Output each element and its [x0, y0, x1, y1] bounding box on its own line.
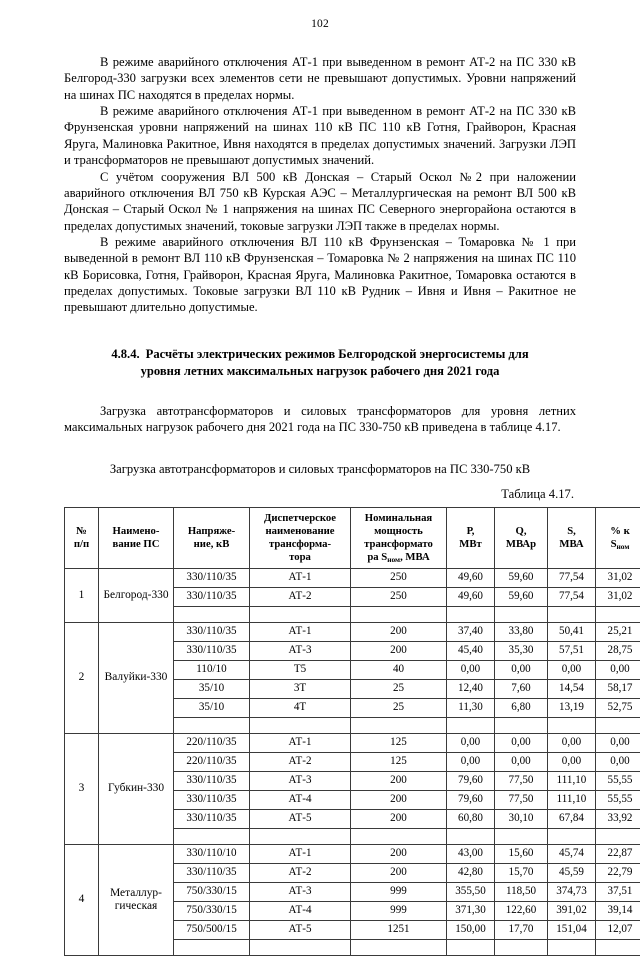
section-title-line-2: уровня летних максимальных нагрузок рабочего дня 2021 года [141, 364, 500, 378]
column-header-nominal-power [351, 507, 447, 568]
table-header-row [65, 507, 640, 568]
cell-p: 60,80 [447, 809, 495, 828]
cell-s: 13,19 [548, 698, 596, 717]
cell-group-index: 2 [65, 622, 99, 733]
paragraph-2: В режиме аварийного отключения АТ-1 при выведенном в ремонт АТ-2 на ПС 330 кВ Фрунзенская уровни напряжений на шинах 110 кВ ПС 110 кВ Готня, Грайворон, Красная Яруга, Малиновка Ракитное, Ивня находятся в пределах допустимых значений. Загрузки ЛЭП и трансформаторов не превышают допустимых значений. [64, 103, 576, 168]
cell-p: 11,30 [447, 698, 495, 717]
spacer-cell [351, 606, 447, 622]
column-header-index [65, 507, 99, 568]
cell-p: 355,50 [447, 883, 495, 902]
cell-percent: 52,75 [596, 698, 640, 717]
cell-voltage: 330/110/35 [174, 771, 250, 790]
cell-s: 45,59 [548, 864, 596, 883]
cell-voltage: 750/330/15 [174, 902, 250, 921]
spacer-cell [548, 828, 596, 844]
spacer-cell [174, 828, 250, 844]
spacer-cell [495, 828, 548, 844]
header-text: № [76, 525, 87, 537]
section-title-line-1: Расчёты электрических режимов Белгородской энергосистемы для [146, 347, 529, 361]
column-header-q [495, 507, 548, 568]
table-title: Загрузка автотрансформаторов и силовых трансформаторов на ПС 330-750 кВ [64, 461, 576, 477]
cell-q: 7,60 [495, 679, 548, 698]
transformer-load-table [64, 507, 640, 956]
cell-nominal-power: 200 [351, 809, 447, 828]
spacer-cell [174, 940, 250, 956]
cell-voltage: 330/110/35 [174, 622, 250, 641]
cell-percent: 37,51 [596, 883, 640, 902]
cell-s: 391,02 [548, 902, 596, 921]
spacer-cell [447, 606, 495, 622]
table-header [65, 507, 640, 568]
header-text: Номинальная [365, 512, 432, 524]
header-text: Напряже- [188, 525, 235, 537]
cell-transformer: АТ-3 [250, 641, 351, 660]
paragraph-3: С учётом сооружения ВЛ 500 кВ Донская – Старый Оскол №2 при наложении аварийного отключения ВЛ 750 кВ Курская АЭС – Металлургическая на ремонт ВЛ 500 кВ Донская – Старый Оскол № 1 напряжения на шинах ПС Северного энергорайона остаются в пределах допустимых значений, токовые загрузки ЛЭП также в пределах нормы. [64, 169, 576, 234]
column-header-percent [596, 507, 640, 568]
spacer-cell [596, 717, 640, 733]
cell-transformer: АТ-4 [250, 790, 351, 809]
spacer-cell [596, 940, 640, 956]
header-text: МВА [559, 538, 583, 550]
cell-q: 59,60 [495, 568, 548, 587]
cell-voltage: 35/10 [174, 679, 250, 698]
spacer-cell [596, 828, 640, 844]
cell-percent: 31,02 [596, 587, 640, 606]
header-text: % к [610, 525, 630, 537]
cell-nominal-power: 200 [351, 790, 447, 809]
cell-voltage: 330/110/35 [174, 641, 250, 660]
cell-percent: 28,75 [596, 641, 640, 660]
column-header-station [99, 507, 174, 568]
cell-p: 79,60 [447, 771, 495, 790]
cell-q: 0,00 [495, 660, 548, 679]
cell-group-index: 1 [65, 568, 99, 622]
spacer-cell [596, 606, 640, 622]
cell-s: 50,41 [548, 622, 596, 641]
cell-q: 15,60 [495, 845, 548, 864]
cell-q: 17,70 [495, 921, 548, 940]
cell-percent: 55,55 [596, 790, 640, 809]
cell-transformer: Т5 [250, 660, 351, 679]
cell-voltage: 110/10 [174, 660, 250, 679]
cell-transformer: АТ-2 [250, 864, 351, 883]
intro-paragraph: Загрузка автотрансформаторов и силовых трансформаторов для уровня летних максимальных нагрузок рабочего дня 2021 года на ПС 330-750 кВ приведена в таблице 4.17. [64, 403, 576, 436]
spacer-cell [495, 940, 548, 956]
cell-s: 111,10 [548, 771, 596, 790]
cell-nominal-power: 200 [351, 622, 447, 641]
cell-p: 49,60 [447, 587, 495, 606]
cell-q: 0,00 [495, 752, 548, 771]
cell-nominal-power: 25 [351, 698, 447, 717]
cell-nominal-power: 125 [351, 752, 447, 771]
cell-station-name: Белгород-330 [99, 568, 174, 622]
cell-transformer: АТ-3 [250, 883, 351, 902]
spacer-cell [548, 606, 596, 622]
cell-q: 77,50 [495, 790, 548, 809]
cell-p: 43,00 [447, 845, 495, 864]
page-number: 102 [0, 18, 640, 30]
cell-nominal-power: 200 [351, 845, 447, 864]
table-row [65, 733, 640, 752]
header-text: $S_{ном}$ [611, 538, 630, 550]
cell-nominal-power: 200 [351, 641, 447, 660]
cell-percent: 0,00 [596, 660, 640, 679]
cell-q: 122,60 [495, 902, 548, 921]
spacer-cell [250, 717, 351, 733]
cell-s: 111,10 [548, 790, 596, 809]
cell-s: 57,51 [548, 641, 596, 660]
cell-q: 118,50 [495, 883, 548, 902]
cell-p: 42,80 [447, 864, 495, 883]
spacer-cell [351, 940, 447, 956]
cell-transformer: 4Т [250, 698, 351, 717]
cell-s: 14,54 [548, 679, 596, 698]
cell-voltage: 330/110/10 [174, 845, 250, 864]
cell-s: 0,00 [548, 752, 596, 771]
cell-transformer: АТ-5 [250, 809, 351, 828]
column-header-p [447, 507, 495, 568]
cell-voltage: 750/330/15 [174, 883, 250, 902]
spacer-cell [447, 828, 495, 844]
header-text: мощность [374, 525, 423, 537]
cell-nominal-power: 999 [351, 902, 447, 921]
paragraph-1: В режиме аварийного отключения АТ-1 при выведенном в ремонт АТ-2 на ПС 330 кВ Белгород-330 загрузки всех элементов сети не превышают допустимых. Уровни напряжений на шинах ПС находятся в пределах нормы. [64, 54, 576, 103]
cell-transformer: АТ-5 [250, 921, 351, 940]
column-header-s [548, 507, 596, 568]
cell-q: 30,10 [495, 809, 548, 828]
spacer-cell [174, 717, 250, 733]
header-text: ра $S_{ном}$, МВА [367, 551, 429, 563]
cell-voltage: 750/500/15 [174, 921, 250, 940]
cell-transformer: АТ-2 [250, 587, 351, 606]
cell-transformer: АТ-3 [250, 771, 351, 790]
cell-percent: 25,21 [596, 622, 640, 641]
cell-s: 0,00 [548, 660, 596, 679]
header-text: Р, [467, 525, 475, 537]
spacer-cell [250, 828, 351, 844]
cell-group-index: 3 [65, 733, 99, 844]
spacer-cell [495, 717, 548, 733]
cell-station-name: Металлур-гическая [99, 845, 174, 956]
cell-percent: 0,00 [596, 752, 640, 771]
cell-q: 15,70 [495, 864, 548, 883]
cell-q: 77,50 [495, 771, 548, 790]
header-text: трансформа- [269, 538, 331, 550]
cell-s: 77,54 [548, 587, 596, 606]
cell-voltage: 330/110/35 [174, 864, 250, 883]
paragraph-4: В режиме аварийного отключения ВЛ 110 кВ Фрунзенская – Томаровка № 1 при выведенной в ремонт ВЛ 110 кВ Фрунзенская – Томаровка № 2 напряжения на шинах ПС 110 кВ Борисовка, Готня, Грайворон, Красная Яруга, Малиновка Ракитное, Томаровка остаются в пределах допустимых. Токовые загрузки ВЛ 110 кВ Рудник – Ивня и Ивня – Ракитное не превышают длительно допустимые. [64, 234, 576, 316]
header-text: наименование [265, 525, 334, 537]
cell-p: 371,30 [447, 902, 495, 921]
cell-s: 45,74 [548, 845, 596, 864]
table-row [65, 568, 640, 587]
table-row [65, 845, 640, 864]
cell-p: 0,00 [447, 733, 495, 752]
table-body [65, 568, 640, 955]
spacer-cell [351, 717, 447, 733]
section-heading [64, 346, 576, 381]
header-text: МВт [459, 538, 481, 550]
cell-percent: 33,92 [596, 809, 640, 828]
cell-nominal-power: 25 [351, 679, 447, 698]
cell-p: 150,00 [447, 921, 495, 940]
table-number-label: Таблица 4.17. [64, 487, 576, 502]
cell-p: 0,00 [447, 660, 495, 679]
cell-nominal-power: 40 [351, 660, 447, 679]
cell-percent: 55,55 [596, 771, 640, 790]
header-text: Диспетчерское [264, 512, 336, 524]
header-text: S, [567, 525, 576, 537]
cell-p: 37,40 [447, 622, 495, 641]
cell-percent: 0,00 [596, 733, 640, 752]
spacer-cell [250, 940, 351, 956]
spacer-cell [447, 717, 495, 733]
cell-percent: 22,87 [596, 845, 640, 864]
spacer-cell [548, 940, 596, 956]
cell-nominal-power: 200 [351, 864, 447, 883]
cell-voltage: 330/110/35 [174, 587, 250, 606]
cell-s: 0,00 [548, 733, 596, 752]
header-text: п/п [74, 538, 89, 550]
cell-group-index: 4 [65, 845, 99, 956]
section-number: 4.8.4. [111, 347, 139, 361]
cell-voltage: 220/110/35 [174, 752, 250, 771]
spacer-cell [250, 606, 351, 622]
cell-voltage: 35/10 [174, 698, 250, 717]
cell-transformer: АТ-2 [250, 752, 351, 771]
cell-transformer: 3Т [250, 679, 351, 698]
cell-transformer: АТ-1 [250, 733, 351, 752]
spacer-cell [447, 940, 495, 956]
spacer-cell [174, 606, 250, 622]
cell-s: 77,54 [548, 568, 596, 587]
cell-nominal-power: 999 [351, 883, 447, 902]
column-header-voltage [174, 507, 250, 568]
cell-q: 0,00 [495, 733, 548, 752]
document-page [0, 18, 640, 923]
cell-percent: 12,07 [596, 921, 640, 940]
cell-transformer: АТ-1 [250, 568, 351, 587]
cell-voltage: 330/110/35 [174, 809, 250, 828]
cell-nominal-power: 250 [351, 587, 447, 606]
cell-p: 79,60 [447, 790, 495, 809]
cell-voltage: 330/110/35 [174, 568, 250, 587]
header-text: ние, кВ [194, 538, 230, 550]
cell-q: 35,30 [495, 641, 548, 660]
spacer-cell [351, 828, 447, 844]
cell-voltage: 330/110/35 [174, 790, 250, 809]
cell-s: 67,84 [548, 809, 596, 828]
cell-station-name: Губкин-330 [99, 733, 174, 844]
cell-transformer: АТ-1 [250, 622, 351, 641]
page-content [64, 30, 576, 956]
cell-q: 33,80 [495, 622, 548, 641]
header-text: трансформато [364, 538, 433, 550]
cell-nominal-power: 125 [351, 733, 447, 752]
cell-percent: 39,14 [596, 902, 640, 921]
header-text: Наимено- [113, 525, 160, 537]
cell-q: 59,60 [495, 587, 548, 606]
cell-p: 0,00 [447, 752, 495, 771]
cell-percent: 31,02 [596, 568, 640, 587]
cell-percent: 58,17 [596, 679, 640, 698]
spacer-cell [548, 717, 596, 733]
header-text: Q, [516, 525, 527, 537]
cell-station-name: Валуйки-330 [99, 622, 174, 733]
cell-s: 151,04 [548, 921, 596, 940]
cell-p: 12,40 [447, 679, 495, 698]
cell-nominal-power: 200 [351, 771, 447, 790]
cell-voltage: 220/110/35 [174, 733, 250, 752]
spacer-cell [495, 606, 548, 622]
cell-transformer: АТ-4 [250, 902, 351, 921]
cell-s: 374,73 [548, 883, 596, 902]
cell-transformer: АТ-1 [250, 845, 351, 864]
cell-p: 49,60 [447, 568, 495, 587]
cell-q: 6,80 [495, 698, 548, 717]
cell-p: 45,40 [447, 641, 495, 660]
cell-nominal-power: 1251 [351, 921, 447, 940]
cell-percent: 22,79 [596, 864, 640, 883]
table-row [65, 622, 640, 641]
header-text: тора [289, 551, 311, 563]
cell-nominal-power: 250 [351, 568, 447, 587]
column-header-dispatch-name [250, 507, 351, 568]
header-text: МВАр [506, 538, 536, 550]
header-text: вание ПС [113, 538, 160, 550]
